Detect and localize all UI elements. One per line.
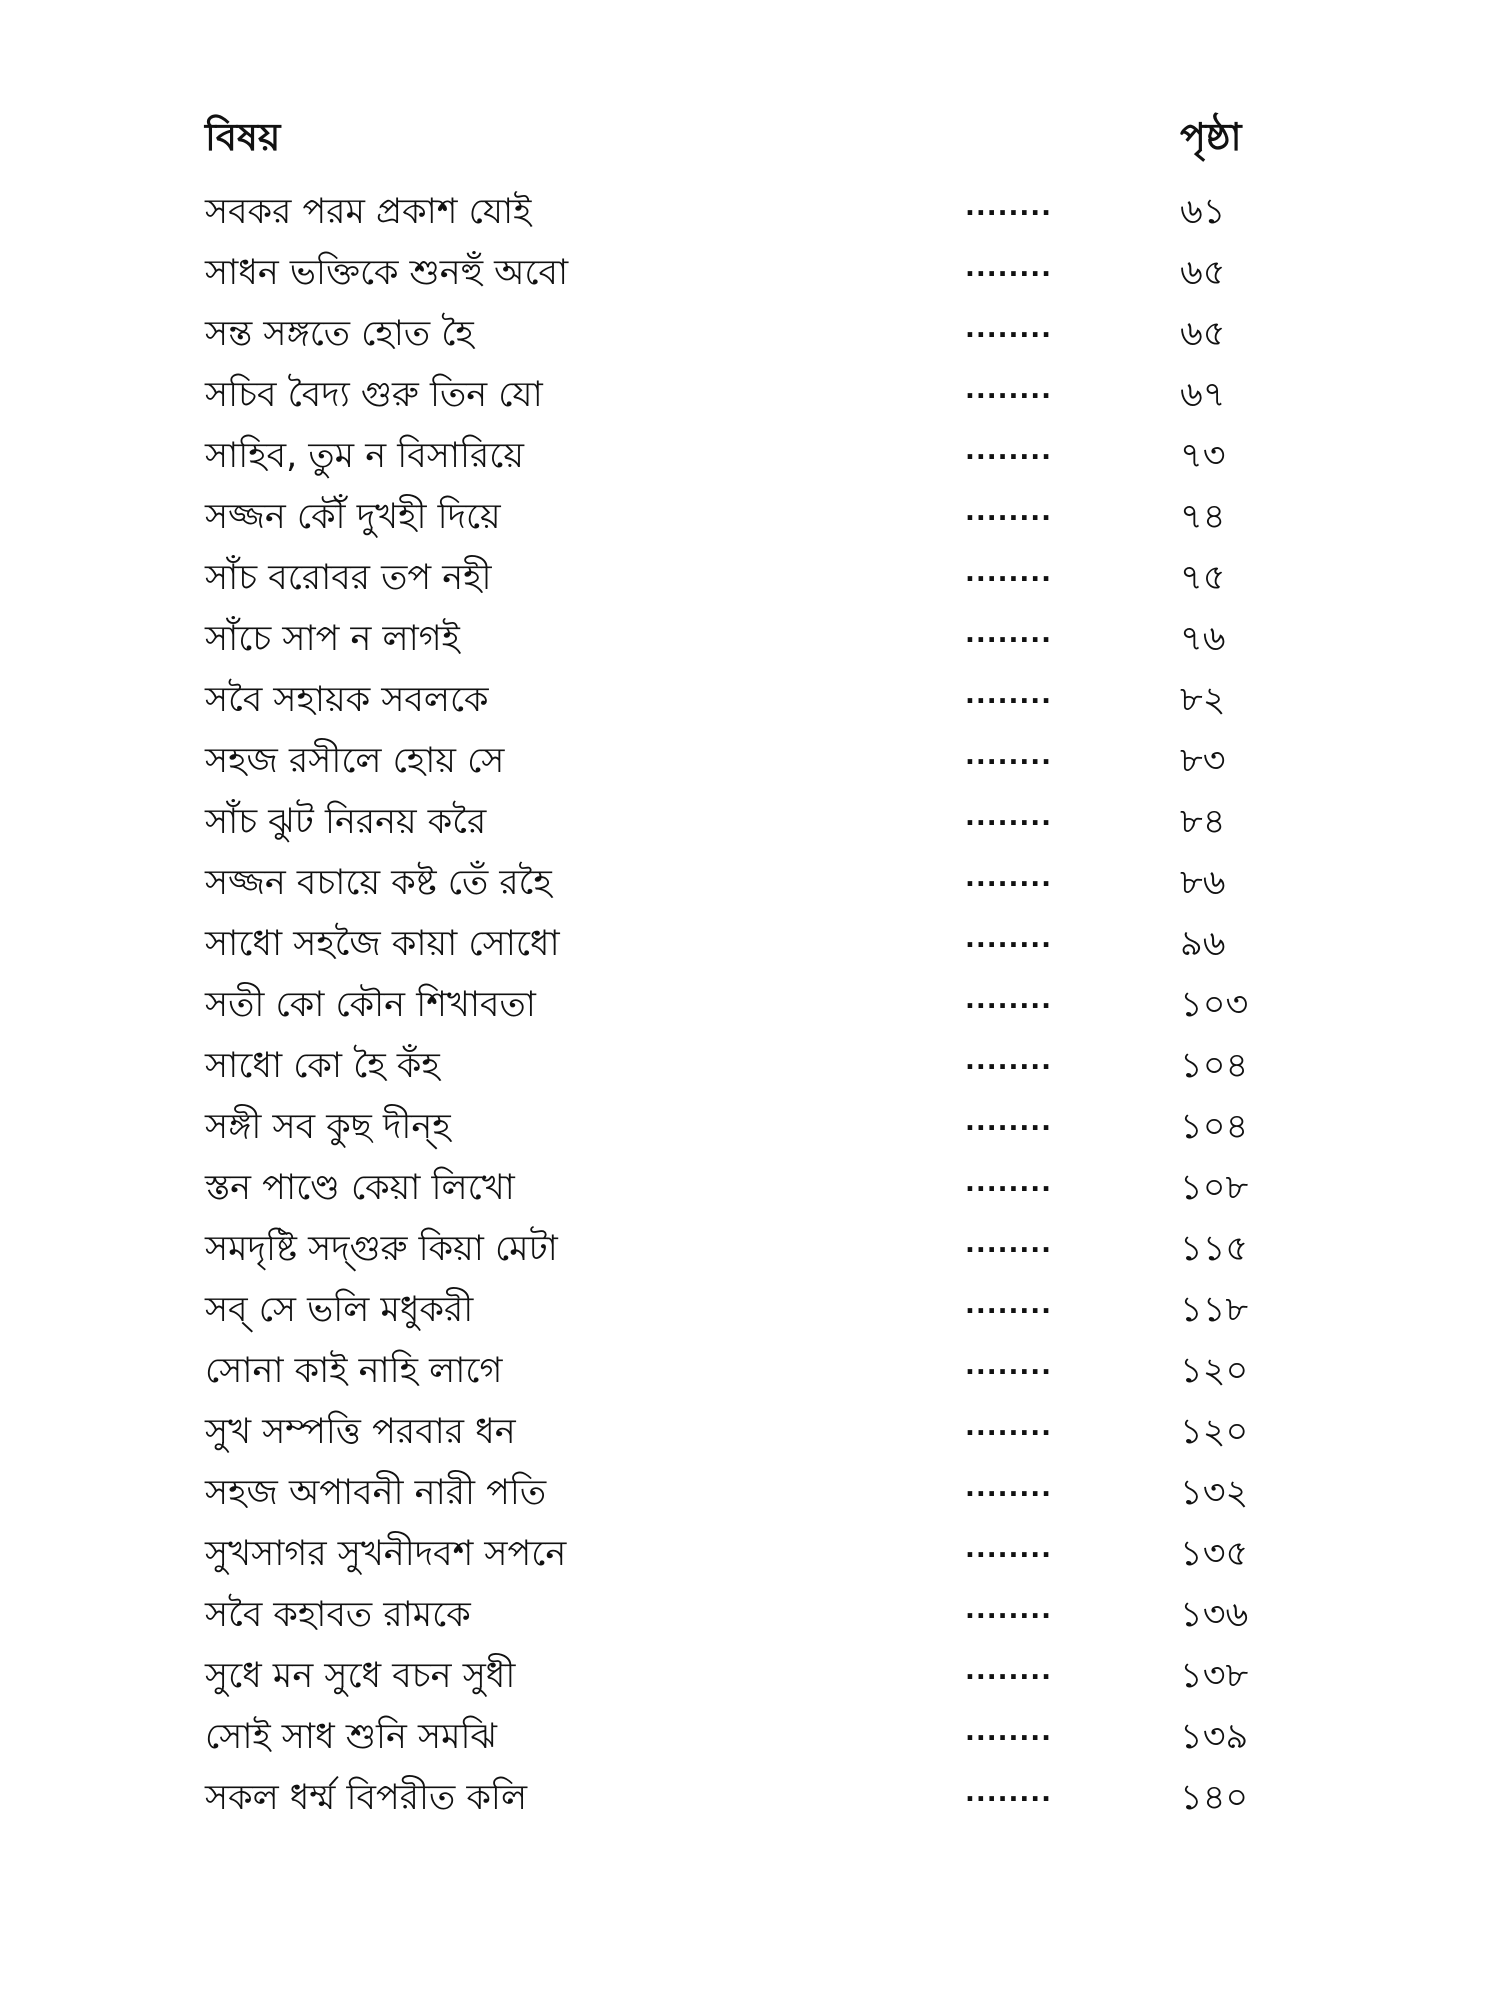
toc-entry-title: সবকর পরম প্রকাশ যোই: [205, 192, 532, 232]
toc-entry-title: সুখসাগর সুখনীদবশ সপনে: [205, 1534, 567, 1574]
toc-entry: [205, 544, 1285, 605]
toc-entry: [205, 1276, 1285, 1337]
toc-entry: [205, 1581, 1285, 1642]
toc-entry: [205, 1764, 1285, 1825]
dot-leader: ........: [965, 924, 1053, 954]
dot-leader: ........: [965, 1046, 1053, 1076]
toc-entry-page-number: ১২০: [1180, 1412, 1249, 1452]
toc-entry-page-number: ৮৬: [1180, 863, 1226, 903]
toc-entry: [205, 1215, 1285, 1276]
toc-entry-page-number: ১১৫: [1180, 1229, 1249, 1269]
toc-entry-page-number: ১৩২: [1180, 1473, 1249, 1513]
toc-entry-title: সবৈ কহাবত রামকে: [205, 1595, 471, 1635]
toc-entry-title: সাঁচ বরোবর তপ নহী: [205, 558, 492, 598]
toc-entry-title: সন্ত সঙ্গতে হোত হৈ: [205, 314, 474, 354]
dot-leader: ........: [965, 1229, 1053, 1259]
toc-entry-title: সাহিব, তুম ন বিসারিয়ে: [205, 436, 524, 476]
toc-entry-title: সহজ অপাবনী নারী পতি: [205, 1473, 547, 1513]
toc-entry: [205, 178, 1285, 239]
dot-leader: ........: [965, 436, 1053, 466]
toc-entry: [205, 788, 1285, 849]
toc-entry: [205, 483, 1285, 544]
toc-entry: [205, 1398, 1285, 1459]
toc-entry-page-number: ৮২: [1180, 680, 1226, 720]
toc-entry-page-number: ১৩৬: [1180, 1595, 1249, 1635]
toc-entry-page-number: ১০৩: [1180, 985, 1249, 1025]
toc-entry-page-number: ১০৪: [1180, 1046, 1249, 1086]
toc-entry: [205, 666, 1285, 727]
toc-entry-page-number: ১৩৮: [1180, 1656, 1249, 1696]
dot-leader: ........: [965, 1778, 1053, 1808]
toc-entry-title: সোনা কাই নাহি লাগে: [205, 1351, 503, 1391]
toc-entry-title: সমদৃষ্টি সদ্‌গুরু কিয়া মেটা: [205, 1229, 558, 1269]
toc-entry-title: সচিব বৈদ্য গুরু তিন যো: [205, 375, 543, 415]
dot-leader: ........: [965, 497, 1053, 527]
toc-entry: [205, 1337, 1285, 1398]
toc-entry: [205, 1032, 1285, 1093]
toc-entry: [205, 361, 1285, 422]
toc-entry-title: সবৈ সহায়ক সবলকে: [205, 680, 489, 720]
toc-entry-page-number: ১৩৯: [1180, 1717, 1249, 1757]
toc-entry: [205, 239, 1285, 300]
toc-entry-title: সুধে মন সুধে বচন সুধী: [205, 1656, 516, 1696]
dot-leader: ........: [965, 680, 1053, 710]
toc-entry-title: সাধন ভক্তিকে শুনহুঁ অবো: [205, 253, 569, 293]
toc-entry-page-number: ১৩৫: [1180, 1534, 1249, 1574]
toc-entry-page-number: ৬১: [1180, 192, 1226, 232]
toc-entry-page-number: ৬৭: [1180, 375, 1226, 415]
dot-leader: ........: [965, 863, 1053, 893]
toc-entry: [205, 1459, 1285, 1520]
dot-leader: ........: [965, 314, 1053, 344]
toc-entry-page-number: ১৪০: [1180, 1778, 1249, 1818]
dot-leader: ........: [965, 1473, 1053, 1503]
dot-leader: ........: [965, 741, 1053, 771]
dot-leader: ........: [965, 1412, 1053, 1442]
dot-leader: ........: [965, 1534, 1053, 1564]
dot-leader: ........: [965, 1290, 1053, 1320]
dot-leader: ........: [965, 558, 1053, 588]
toc-entry-page-number: ১০৮: [1180, 1168, 1249, 1208]
toc-entry-title: সজ্জন বচায়ে কষ্ট তেঁ রহৈ: [205, 863, 552, 903]
toc-entry: [205, 971, 1285, 1032]
toc-entry-title: সোই সাধ শুনি সমঝি: [205, 1717, 498, 1757]
toc-entry-title: সাঁচে সাপ ন লাগই: [205, 619, 460, 659]
toc-entry: [205, 910, 1285, 971]
toc-entry: [205, 1642, 1285, 1703]
toc-entry-page-number: ৭৫: [1180, 558, 1226, 598]
dot-leader: ........: [965, 985, 1053, 1015]
toc-entry: [205, 300, 1285, 361]
dot-leader: ........: [965, 1717, 1053, 1747]
toc-entry-title: সাধো সহজৈ কায়া সোধো: [205, 924, 560, 964]
toc-entry-title: সুখ সম্পত্তি পরবার ধন: [205, 1412, 516, 1452]
toc-entry-page-number: ৭৬: [1180, 619, 1226, 659]
toc-entry-page-number: ১০৪: [1180, 1107, 1249, 1147]
toc-entry: [205, 1520, 1285, 1581]
toc-entry-title: সজ্জন কৌঁ দুখহী দিয়ে: [205, 497, 501, 537]
toc-entry-title: সকল ধর্ম্ম বিপরীত কলি: [205, 1778, 528, 1818]
toc-entry-page-number: ৮৪: [1180, 802, 1226, 842]
toc-entry: [205, 727, 1285, 788]
dot-leader: ........: [965, 253, 1053, 283]
toc-entry: [205, 605, 1285, 666]
toc-entry-page-number: ১২০: [1180, 1351, 1249, 1391]
dot-leader: ........: [965, 1351, 1053, 1381]
toc-entry-title: সতী কো কৌন শিখাবতা: [205, 985, 536, 1025]
toc-entry-title: সব্ সে ভলি মধুকরী: [205, 1290, 474, 1330]
toc-list: [205, 178, 1285, 1825]
dot-leader: ........: [965, 1656, 1053, 1686]
dot-leader: ........: [965, 375, 1053, 405]
toc-entry-title: স্তন পাণ্ডে কেয়া লিখো: [205, 1168, 515, 1208]
toc-entry: [205, 1703, 1285, 1764]
toc-header: [205, 108, 1245, 168]
toc-entry-page-number: ৬৫: [1180, 253, 1226, 293]
toc-entry-title: সাঁচ ঝুট নিরনয় করৈ: [205, 802, 487, 842]
dot-leader: ........: [965, 619, 1053, 649]
dot-leader: ........: [965, 192, 1053, 222]
toc-entry: [205, 422, 1285, 483]
toc-entry: [205, 1093, 1285, 1154]
dot-leader: ........: [965, 1595, 1053, 1625]
toc-entry: [205, 1154, 1285, 1215]
toc-entry-page-number: ৮৩: [1180, 741, 1226, 781]
dot-leader: ........: [965, 1107, 1053, 1137]
toc-entry-page-number: ৬৫: [1180, 314, 1226, 354]
toc-entry-page-number: ৭৩: [1180, 436, 1226, 476]
dot-leader: ........: [965, 802, 1053, 832]
toc-entry-title: সাধো কো হৈ কঁহ: [205, 1046, 440, 1086]
toc-entry-title: সঙ্গী সব কুছ দীন্হ: [205, 1107, 451, 1147]
dot-leader: ........: [965, 1168, 1053, 1198]
subject-column-heading: বিষয়: [205, 115, 281, 159]
toc-entry-page-number: ৭৪: [1180, 497, 1226, 537]
toc-entry-page-number: ১১৮: [1180, 1290, 1249, 1330]
page-column-heading: পৃষ্ঠা: [1180, 115, 1242, 159]
toc-entry-title: সহজ রসীলে হোয় সে: [205, 741, 505, 781]
toc-entry-page-number: ৯৬: [1180, 924, 1226, 964]
toc-entry: [205, 849, 1285, 910]
